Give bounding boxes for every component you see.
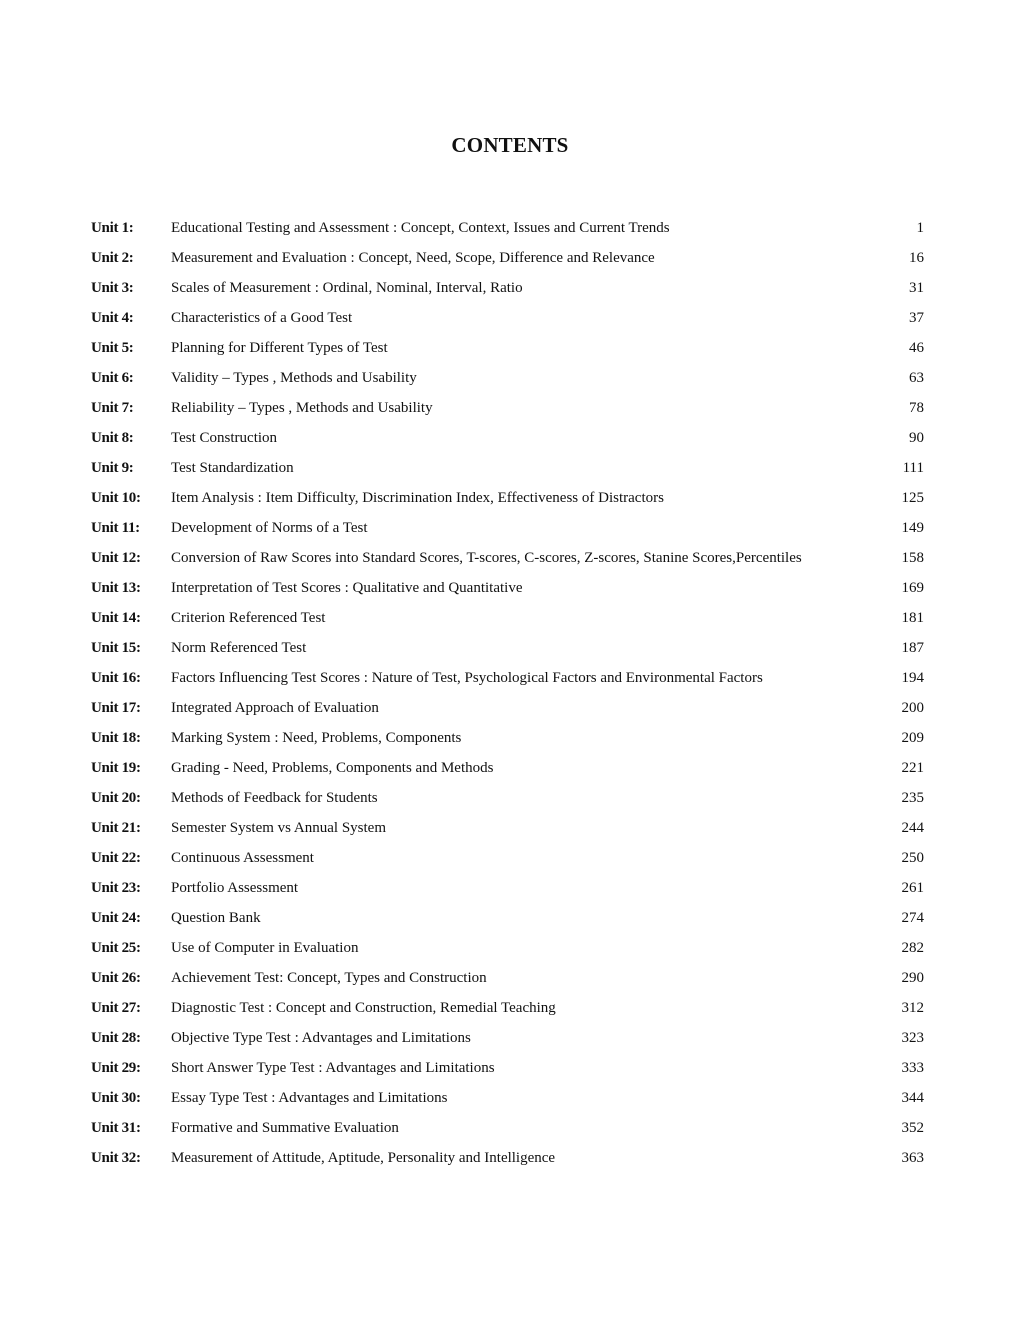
unit-label: Unit 32: <box>91 1150 141 1166</box>
unit-label: Unit 4: <box>91 310 134 326</box>
unit-label: Unit 9: <box>91 460 134 476</box>
unit-label: Unit 21: <box>91 820 141 836</box>
page-number: 90 <box>909 430 924 446</box>
toc-entry <box>91 876 926 906</box>
chapter-title: Continuous Assessment <box>171 850 314 866</box>
chapter-title: Interpretation of Test Scores : Qualitative and Quantitative <box>171 580 523 596</box>
chapter-title: Item Analysis : Item Difficulty, Discrimination Index, Effectiveness of Distractors <box>171 490 664 506</box>
chapter-title: Measurement and Evaluation : Concept, Need, Scope, Difference and Relevance <box>171 250 655 266</box>
unit-label: Unit 30: <box>91 1090 141 1106</box>
page-number: 312 <box>901 1000 924 1016</box>
page-number: 1 <box>916 220 924 236</box>
page-number: 125 <box>901 490 924 506</box>
chapter-title: Objective Type Test : Advantages and Limitations <box>171 1030 471 1046</box>
page-number: 63 <box>909 370 924 386</box>
chapter-title: Factors Influencing Test Scores : Nature of Test, Psychological Factors and Environmental Factors <box>171 670 763 686</box>
unit-label: Unit 3: <box>91 280 134 296</box>
toc-entry <box>91 516 926 546</box>
unit-label: Unit 26: <box>91 970 141 986</box>
chapter-title: Essay Type Test : Advantages and Limitations <box>171 1090 448 1106</box>
unit-label: Unit 15: <box>91 640 141 656</box>
toc-entry <box>91 1116 926 1146</box>
toc-entry <box>91 666 926 696</box>
chapter-title: Reliability – Types , Methods and Usability <box>171 400 433 416</box>
unit-label: Unit 5: <box>91 340 134 356</box>
unit-label: Unit 17: <box>91 700 141 716</box>
unit-label: Unit 1: <box>91 220 134 236</box>
toc-entry <box>91 996 926 1026</box>
page-number: 111 <box>902 460 924 476</box>
unit-label: Unit 22: <box>91 850 141 866</box>
unit-label: Unit 16: <box>91 670 141 686</box>
chapter-title: Educational Testing and Assessment : Concept, Context, Issues and Current Trends <box>171 220 670 236</box>
toc-entry <box>91 546 926 576</box>
toc-entry <box>91 726 926 756</box>
unit-label: Unit 14: <box>91 610 141 626</box>
toc-entry <box>91 906 926 936</box>
unit-label: Unit 7: <box>91 400 134 416</box>
toc-entry <box>91 396 926 426</box>
toc-entry <box>91 756 926 786</box>
chapter-title: Diagnostic Test : Concept and Construction, Remedial Teaching <box>171 1000 556 1016</box>
toc-entry <box>91 966 926 996</box>
page-number: 78 <box>909 400 924 416</box>
toc-entry <box>91 246 926 276</box>
toc-entry <box>91 786 926 816</box>
unit-label: Unit 10: <box>91 490 141 506</box>
page-number: 46 <box>909 340 924 356</box>
page-number: 250 <box>901 850 924 866</box>
chapter-title: Short Answer Type Test : Advantages and Limitations <box>171 1060 495 1076</box>
unit-label: Unit 31: <box>91 1120 141 1136</box>
toc-entry <box>91 816 926 846</box>
page-number: 274 <box>901 910 924 926</box>
unit-label: Unit 6: <box>91 370 134 386</box>
unit-label: Unit 23: <box>91 880 141 896</box>
toc-entry <box>91 1056 926 1086</box>
toc-entry <box>91 606 926 636</box>
chapter-title: Test Standardization <box>171 460 294 476</box>
chapter-title: Development of Norms of a Test <box>171 520 368 536</box>
chapter-title: Measurement of Attitude, Aptitude, Personality and Intelligence <box>171 1150 556 1166</box>
page-number: 149 <box>901 520 924 536</box>
unit-label: Unit 27: <box>91 1000 141 1016</box>
chapter-title: Integrated Approach of Evaluation <box>171 700 379 716</box>
page-number: 290 <box>901 970 924 986</box>
page-number: 282 <box>901 940 924 956</box>
chapter-title: Validity – Types , Methods and Usability <box>171 370 417 386</box>
chapter-title: Characteristics of a Good Test <box>171 310 353 326</box>
page-number: 200 <box>901 700 924 716</box>
page-number: 221 <box>901 760 924 776</box>
chapter-title: Portfolio Assessment <box>171 880 299 896</box>
chapter-title: Grading - Need, Problems, Components and Methods <box>171 760 494 776</box>
unit-label: Unit 20: <box>91 790 141 806</box>
unit-label: Unit 25: <box>91 940 141 956</box>
toc-entry <box>91 636 926 666</box>
toc-entry <box>91 1146 926 1176</box>
page-number: 352 <box>901 1120 924 1136</box>
chapter-title: Scales of Measurement : Ordinal, Nominal, Interval, Ratio <box>171 280 523 296</box>
page-number: 181 <box>901 610 924 626</box>
toc-entry <box>91 366 926 396</box>
toc-entry <box>91 216 926 246</box>
chapter-title: Marking System : Need, Problems, Components <box>171 730 462 746</box>
chapter-title: Achievement Test: Concept, Types and Construction <box>171 970 487 986</box>
page-number: 187 <box>901 640 924 656</box>
page-number: 16 <box>909 250 924 266</box>
toc-entry <box>91 1026 926 1056</box>
chapter-title: Formative and Summative Evaluation <box>171 1120 399 1136</box>
page-number: 31 <box>909 280 924 296</box>
toc-entry <box>91 936 926 966</box>
toc-entry <box>91 426 926 456</box>
unit-label: Unit 13: <box>91 580 141 596</box>
chapter-title: Semester System vs Annual System <box>171 820 386 836</box>
page-number: 333 <box>901 1060 924 1076</box>
toc-entry <box>91 696 926 726</box>
toc-entry <box>91 1086 926 1116</box>
toc-entry <box>91 846 926 876</box>
page-title: CONTENTS <box>451 133 569 157</box>
chapter-title: Use of Computer in Evaluation <box>171 940 359 956</box>
toc-entry <box>91 486 926 516</box>
page-number: 37 <box>909 310 924 326</box>
unit-label: Unit 28: <box>91 1030 141 1046</box>
chapter-title: Criterion Referenced Test <box>171 610 326 626</box>
page-number: 209 <box>901 730 924 746</box>
page-number: 344 <box>901 1090 924 1106</box>
unit-label: Unit 8: <box>91 430 134 446</box>
table-of-contents <box>91 216 926 1176</box>
unit-label: Unit 2: <box>91 250 134 266</box>
unit-label: Unit 19: <box>91 760 141 776</box>
page-number: 261 <box>901 880 924 896</box>
page-number: 194 <box>901 670 924 686</box>
page-number: 169 <box>901 580 924 596</box>
chapter-title: Test Construction <box>171 430 278 446</box>
toc-entry <box>91 456 926 486</box>
unit-label: Unit 29: <box>91 1060 141 1076</box>
page-number: 323 <box>901 1030 924 1046</box>
chapter-title: Methods of Feedback for Students <box>171 790 378 806</box>
chapter-title: Norm Referenced Test <box>171 640 307 656</box>
unit-label: Unit 12: <box>91 550 141 566</box>
chapter-title: Conversion of Raw Scores into Standard Scores, T-scores, C-scores, Z-scores, Stanine Scores,Percentiles <box>171 550 802 566</box>
toc-entry <box>91 336 926 366</box>
chapter-title: Planning for Different Types of Test <box>171 340 388 356</box>
unit-label: Unit 11: <box>91 520 140 536</box>
toc-entry <box>91 576 926 606</box>
unit-label: Unit 24: <box>91 910 141 926</box>
page-number: 235 <box>901 790 924 806</box>
toc-entry <box>91 276 926 306</box>
page-number: 158 <box>901 550 924 566</box>
page-number: 363 <box>901 1150 924 1166</box>
page-number: 244 <box>901 820 924 836</box>
toc-entry <box>91 306 926 336</box>
unit-label: Unit 18: <box>91 730 141 746</box>
chapter-title: Question Bank <box>171 910 261 926</box>
